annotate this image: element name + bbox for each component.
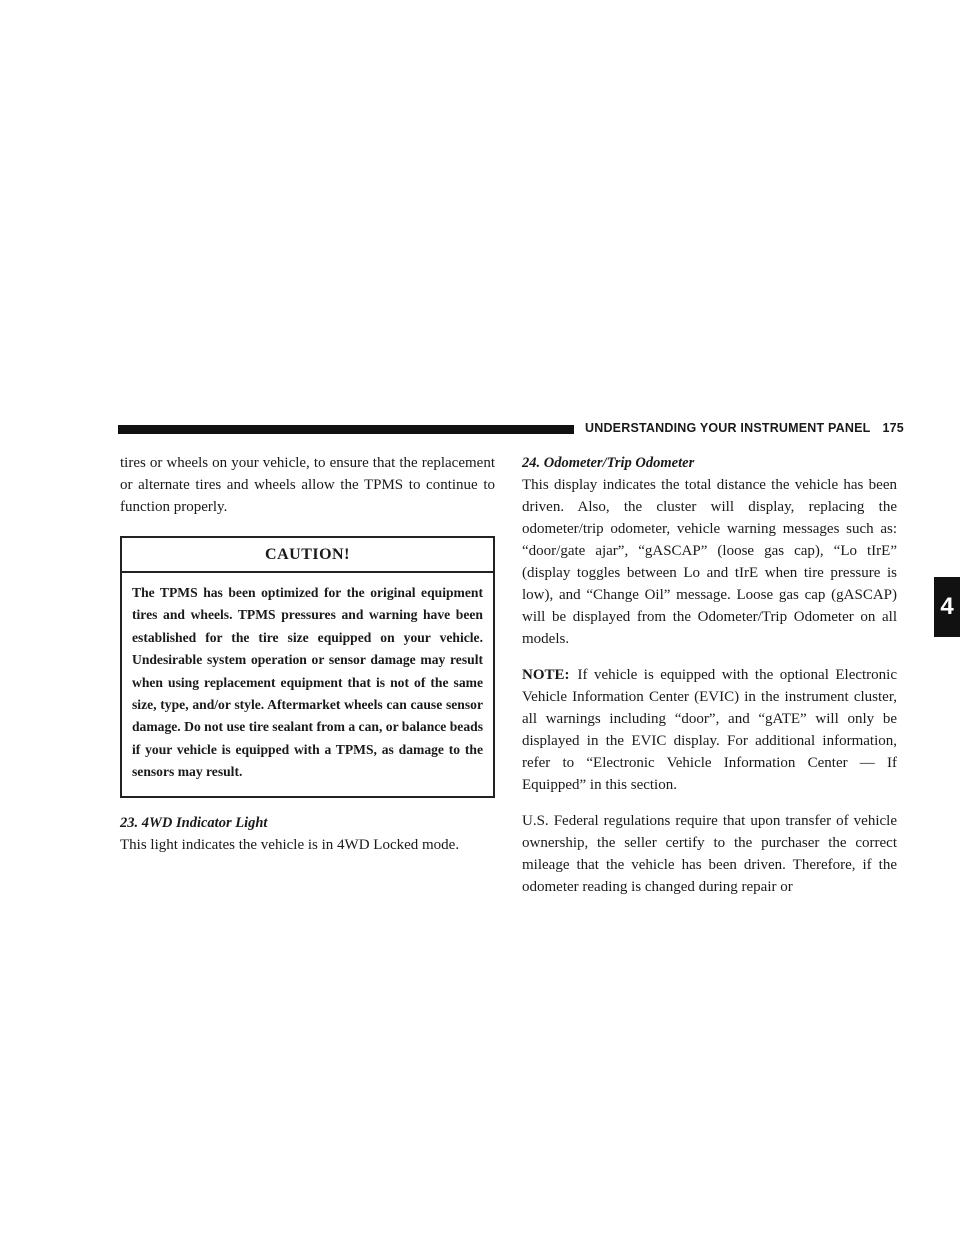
running-header	[585, 421, 915, 435]
note-label: NOTE:	[522, 667, 570, 683]
section-23-text: This light indicates the vehicle is in 4WD Locked mode.	[120, 836, 460, 853]
left-column	[120, 452, 495, 856]
header-rule	[118, 425, 574, 434]
right-column	[522, 452, 897, 898]
section-23-heading: 23. 4WD Indicator Light	[120, 814, 268, 831]
caution-text: The TPMS has been optimized for the original equipment tires and wheels. TPMS pressures and warning have been established for the tire size equipped on your vehicle. Undesirable system operation or sensor damage may result when using replacement equipment that is not of the same size, type, and/or style. Aftermarket wheels can cause sensor damage. Do not use tire sealant from a can, or balance beads if your vehicle is equipped with a TPMS, as damage to the sensors may result.	[132, 585, 483, 780]
note-text: If vehicle is equipped with the optional Electronic Vehicle Information Center (EVIC) in the instrument cluster, all warnings including “door”, and “gATE” will only be displayed in the EVIC display. For additional information, refer to “Electronic Vehicle Information Center — If Equipped” in this section.	[522, 667, 897, 793]
intro-paragraph: tires or wheels on your vehicle, to ensure that the replacement or alternate tires and wheels allow the TPMS to continue to function properly.	[120, 455, 495, 515]
section-24-text: This display indicates the total distance the vehicle has been driven. Also, the cluster will display, replacing the odometer/trip odometer, vehicle warning messages such as: “door/gate ajar”, “gASCAP” (loose gas cap), “Lo tIrE” (display toggles between Lo and tIrE when tire pressure is low), and “Change Oil” message. Loose gas cap (gASCAP) will be displayed from the Odometer/Trip Odometer on all models.	[522, 477, 897, 647]
page-number: 175	[882, 421, 904, 435]
caution-box	[120, 536, 495, 798]
note-paragraph	[522, 664, 897, 796]
federal-regulations-paragraph: U.S. Federal regulations require that upon transfer of vehicle ownership, the seller certify to the purchaser the correct mileage that the vehicle has been driven. Therefore, if the odometer reading is changed during repair or	[522, 813, 897, 895]
section-title: UNDERSTANDING YOUR INSTRUMENT PANEL	[585, 421, 871, 435]
caution-title: CAUTION!	[122, 538, 493, 573]
section-24-heading: 24. Odometer/Trip Odometer	[522, 455, 695, 471]
chapter-tab: 4	[934, 577, 960, 637]
